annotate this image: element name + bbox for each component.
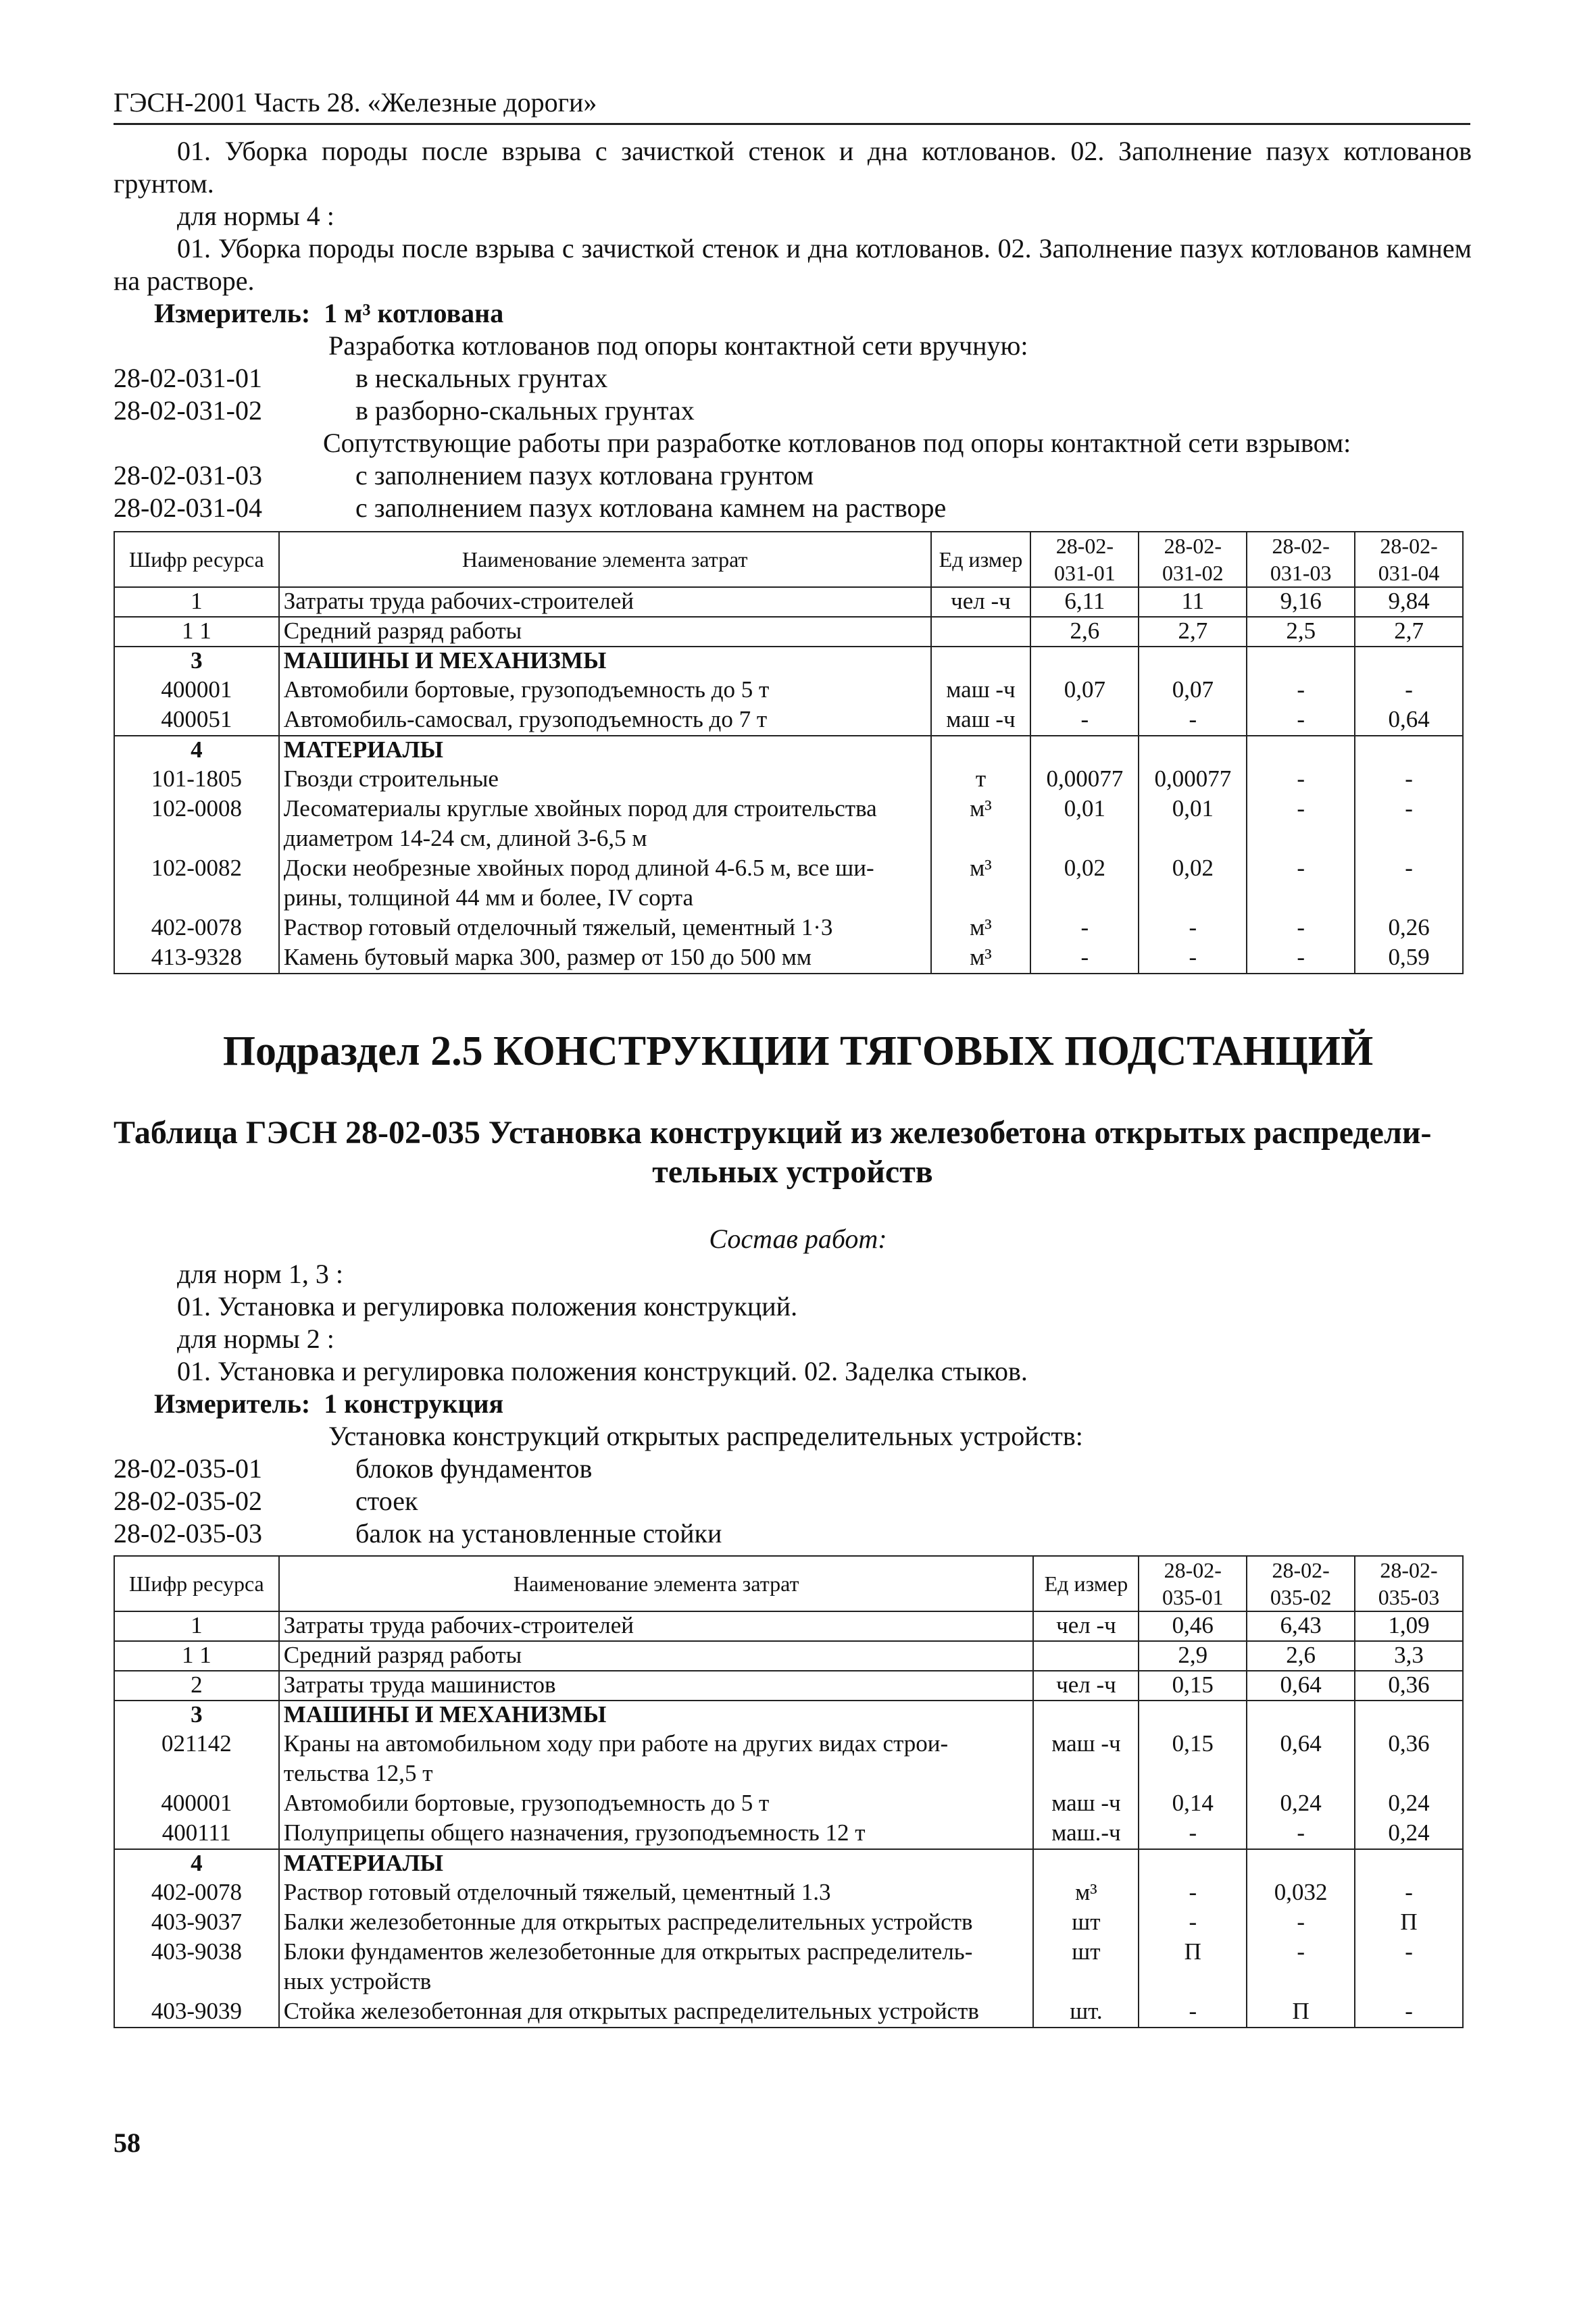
- unit-cell: м³: [931, 795, 1031, 825]
- table-row: [114, 1790, 1463, 1819]
- value-cell: П: [1355, 1909, 1463, 1938]
- resource-code: 4: [114, 736, 279, 765]
- resource-code: 403-9037: [114, 1909, 279, 1938]
- resource-name: Балки железобетонные для открытых распределительных устройств: [279, 1909, 1034, 1938]
- value-cell: [1139, 884, 1247, 914]
- page-number: 58: [114, 2128, 141, 2158]
- norm-group-title: Установка конструкций открытых распределительных устройств:: [328, 1421, 1083, 1451]
- resource-code: 1: [114, 587, 279, 617]
- resource-name: Автомобили бортовые, грузоподъемность до 5 т: [279, 676, 931, 706]
- value-cell: 2,5: [1247, 617, 1355, 647]
- header-line: 28-02-: [1164, 1558, 1222, 1582]
- measure-label: Измеритель:: [154, 298, 311, 328]
- unit-cell: шт: [1033, 1938, 1139, 1968]
- value-cell: 2,9: [1139, 1641, 1247, 1671]
- table-row: [114, 1701, 1463, 1730]
- header-line: 28-02-: [1272, 534, 1330, 558]
- table-title-line: тельных устройств: [652, 1154, 933, 1190]
- table-row: [114, 617, 1463, 647]
- table-row: [114, 676, 1463, 706]
- value-cell: 9,84: [1355, 587, 1463, 617]
- norm-code: 28-02-031-01: [114, 363, 262, 393]
- norm-text: балок на установленные стойки: [355, 1518, 722, 1549]
- resource-code: [114, 825, 279, 855]
- value-cell: [1139, 1760, 1247, 1790]
- value-cell: 0,032: [1247, 1879, 1355, 1909]
- unit-cell: шт: [1033, 1909, 1139, 1938]
- column-header: [1355, 532, 1463, 587]
- work-step-text: 01. Установка и регулировка положения конструкций. 02. Заделка стыков.: [177, 1356, 1028, 1386]
- table-title: [114, 1113, 1472, 1192]
- value-cell: 0,24: [1247, 1790, 1355, 1819]
- resource-name: МАТЕРИАЛЫ: [279, 1849, 1034, 1879]
- column-header: Шифр ресурса: [114, 1556, 279, 1611]
- resource-code: 101-1805: [114, 765, 279, 795]
- value-cell: -: [1247, 706, 1355, 736]
- table-row: [114, 1849, 1463, 1879]
- value-cell: 0,24: [1355, 1819, 1463, 1849]
- resource-code: [114, 1968, 279, 1998]
- column-header: [1030, 532, 1139, 587]
- header-line: 031-01: [1054, 561, 1116, 585]
- resource-name: ных устройств: [279, 1968, 1034, 1998]
- value-cell: [1247, 884, 1355, 914]
- resource-code: 403-9039: [114, 1998, 279, 2028]
- unit-cell: м³: [1033, 1879, 1139, 1909]
- value-cell: -: [1355, 795, 1463, 825]
- table-row: [114, 1819, 1463, 1849]
- resource-code: 3: [114, 1701, 279, 1730]
- resource-name: Гвозди строительные: [279, 765, 931, 795]
- value-cell: -: [1355, 1998, 1463, 2028]
- unit-cell: чел -ч: [1033, 1671, 1139, 1701]
- page-header: ГЭСН-2001 Часть 28. «Железные дороги»: [114, 86, 1470, 125]
- unit-cell: [1033, 1701, 1139, 1730]
- value-cell: [1030, 647, 1139, 676]
- value-cell: [1247, 1760, 1355, 1790]
- value-cell: -: [1247, 1909, 1355, 1938]
- resource-name: рины, толщиной 44 мм и более, IV сорта: [279, 884, 931, 914]
- measure-line: [154, 297, 503, 330]
- value-cell: 0,15: [1139, 1730, 1247, 1760]
- table-row: [114, 1879, 1463, 1909]
- table-row: [114, 1611, 1463, 1641]
- table-row: [114, 1641, 1463, 1671]
- resource-name: Лесоматериалы круглые хвойных пород для строительства: [279, 795, 931, 825]
- norm-code: 28-02-035-02: [114, 1486, 262, 1516]
- column-header: Ед измер: [1033, 1556, 1139, 1611]
- table-row: [114, 1909, 1463, 1938]
- value-cell: -: [1355, 1938, 1463, 1968]
- table-row: [114, 736, 1463, 765]
- norm-text: стоек: [355, 1486, 418, 1516]
- header-line: 28-02-: [1055, 534, 1114, 558]
- table-row: [114, 1760, 1463, 1790]
- table-row: [114, 765, 1463, 795]
- unit-cell: чел -ч: [931, 587, 1031, 617]
- value-cell: [1139, 1849, 1247, 1879]
- value-cell: -: [1247, 944, 1355, 974]
- value-cell: 0,07: [1139, 676, 1247, 706]
- header-line: 28-02-: [1380, 1558, 1438, 1582]
- unit-cell: т: [931, 765, 1031, 795]
- resource-code: 1 1: [114, 617, 279, 647]
- resource-name: Раствор готовый отделочный тяжелый, цементный 1·3: [279, 914, 931, 944]
- measure-value: 1 конструкция: [324, 1388, 504, 1419]
- value-cell: [1355, 884, 1463, 914]
- value-cell: [1139, 736, 1247, 765]
- value-cell: -: [1030, 706, 1139, 736]
- value-cell: -: [1355, 855, 1463, 884]
- value-cell: [1139, 1968, 1247, 1998]
- value-cell: -: [1355, 676, 1463, 706]
- value-cell: -: [1030, 944, 1139, 974]
- header-line: 28-02-: [1380, 534, 1438, 558]
- value-cell: [1355, 647, 1463, 676]
- value-cell: -: [1139, 944, 1247, 974]
- resource-code: 3: [114, 647, 279, 676]
- unit-cell: [931, 617, 1031, 647]
- table-row: [114, 914, 1463, 944]
- unit-cell: [931, 647, 1031, 676]
- value-cell: [1355, 1849, 1463, 1879]
- table-row: [114, 587, 1463, 617]
- work-step-text: 01. Установка и регулировка положения конструкций.: [177, 1291, 798, 1322]
- measure-value: 1 м³ котлована: [324, 298, 504, 328]
- value-cell: [1355, 1968, 1463, 1998]
- value-cell: -: [1247, 1819, 1355, 1849]
- resource-table-031: [114, 531, 1464, 974]
- resource-name: Раствор готовый отделочный тяжелый, цементный 1.3: [279, 1879, 1034, 1909]
- column-header: [1139, 532, 1247, 587]
- header-line: 031-04: [1378, 561, 1440, 585]
- header-line: 28-02-: [1164, 534, 1222, 558]
- unit-cell: [931, 825, 1031, 855]
- value-cell: -: [1139, 914, 1247, 944]
- resource-code: 413-9328: [114, 944, 279, 974]
- resource-name: МАТЕРИАЛЫ: [279, 736, 931, 765]
- column-header: [1247, 1556, 1355, 1611]
- resource-name: Затраты труда рабочих-строителей: [279, 1611, 1034, 1641]
- value-cell: П: [1139, 1938, 1247, 1968]
- value-cell: 0,02: [1030, 855, 1139, 884]
- value-cell: 3,3: [1355, 1641, 1463, 1671]
- value-cell: П: [1247, 1998, 1355, 2028]
- value-cell: [1030, 884, 1139, 914]
- value-cell: [1247, 1849, 1355, 1879]
- unit-cell: маш -ч: [1033, 1790, 1139, 1819]
- value-cell: 11: [1139, 587, 1247, 617]
- norms-list: [114, 330, 1472, 524]
- unit-cell: маш.-ч: [1033, 1819, 1139, 1849]
- resource-name: Средний разряд работы: [279, 617, 931, 647]
- norm-label: для нормы 2 :: [177, 1324, 334, 1354]
- column-header: [1355, 1556, 1463, 1611]
- norm-text: в разборно-скальных грунтах: [355, 395, 695, 426]
- value-cell: -: [1139, 1998, 1247, 2028]
- resource-name: Затраты труда рабочих-строителей: [279, 587, 931, 617]
- norm-label: для норм 1, 3 :: [177, 1259, 343, 1289]
- unit-cell: м³: [931, 944, 1031, 974]
- value-cell: [1355, 736, 1463, 765]
- resource-name: Камень бутовый марка 300, размер от 150 до 500 мм: [279, 944, 931, 974]
- norm-code: 28-02-031-04: [114, 493, 262, 523]
- header-line: 28-02-: [1272, 1558, 1330, 1582]
- resource-code: 402-0078: [114, 1879, 279, 1909]
- value-cell: 0,07: [1030, 676, 1139, 706]
- header-line: 031-02: [1162, 561, 1224, 585]
- value-cell: 0,46: [1139, 1611, 1247, 1641]
- resource-name: Доски необрезные хвойных пород длиной 4-6.5 м, все ши-: [279, 855, 931, 884]
- value-cell: [1247, 1701, 1355, 1730]
- table-row: [114, 884, 1463, 914]
- table-row: [114, 647, 1463, 676]
- norm-text: в нескальных грунтах: [355, 363, 608, 393]
- header-line: 035-03: [1378, 1585, 1440, 1609]
- value-cell: [1355, 1760, 1463, 1790]
- unit-cell: [1033, 1760, 1139, 1790]
- measure-label: Измеритель:: [154, 1388, 311, 1419]
- resource-name: Стойка железобетонная для открытых распределительных устройств: [279, 1998, 1034, 2028]
- unit-cell: м³: [931, 914, 1031, 944]
- resource-code: [114, 1760, 279, 1790]
- work-composition-heading: Состав работ:: [709, 1224, 887, 1254]
- unit-cell: чел -ч: [1033, 1611, 1139, 1641]
- value-cell: -: [1247, 914, 1355, 944]
- table-row: [114, 1998, 1463, 2028]
- value-cell: -: [1247, 1938, 1355, 1968]
- resource-name: Блоки фундаментов железобетонные для открытых распределитель-: [279, 1938, 1034, 1968]
- value-cell: 0,26: [1355, 914, 1463, 944]
- value-cell: [1247, 825, 1355, 855]
- resource-name: Автомобили бортовые, грузоподъемность до 5 т: [279, 1790, 1034, 1819]
- resource-name: МАШИНЫ И МЕХАНИЗМЫ: [279, 647, 931, 676]
- value-cell: 6,11: [1030, 587, 1139, 617]
- norm-group-title: Сопутствующие работы при разработке котлованов под опоры контактной сети взрывом:: [323, 428, 1351, 458]
- resource-name: диаметром 14-24 см, длиной 3-6,5 м: [279, 825, 931, 855]
- unit-cell: м³: [931, 855, 1031, 884]
- resource-name: Средний разряд работы: [279, 1641, 1034, 1671]
- value-cell: -: [1139, 706, 1247, 736]
- norms-list: [114, 1420, 1472, 1550]
- norm-text: с заполнением пазух котлована камнем на растворе: [355, 493, 947, 523]
- resource-code: 400111: [114, 1819, 279, 1849]
- resource-name: Затраты труда машинистов: [279, 1671, 1034, 1701]
- subsection-title: Подраздел 2.5 КОНСТРУКЦИИ ТЯГОВЫХ ПОДСТАНЦИЙ: [222, 1028, 1374, 1074]
- value-cell: [1247, 736, 1355, 765]
- table-row: [114, 795, 1463, 825]
- resource-name: МАШИНЫ И МЕХАНИЗМЫ: [279, 1701, 1034, 1730]
- column-header: Ед измер: [931, 532, 1031, 587]
- value-cell: 0,24: [1355, 1790, 1463, 1819]
- unit-cell: маш -ч: [931, 676, 1031, 706]
- resource-code: 402-0078: [114, 914, 279, 944]
- value-cell: -: [1247, 676, 1355, 706]
- header-line: 031-03: [1270, 561, 1332, 585]
- value-cell: 0,64: [1247, 1730, 1355, 1760]
- value-cell: -: [1355, 765, 1463, 795]
- resource-code: 400001: [114, 1790, 279, 1819]
- value-cell: -: [1139, 1879, 1247, 1909]
- value-cell: 0,64: [1247, 1671, 1355, 1701]
- value-cell: -: [1355, 1879, 1463, 1909]
- norm-label: для нормы 4 :: [177, 201, 334, 231]
- header-line: 035-01: [1162, 1585, 1224, 1609]
- value-cell: 0,01: [1139, 795, 1247, 825]
- value-cell: [1247, 647, 1355, 676]
- resource-code: [114, 884, 279, 914]
- table-row: [114, 706, 1463, 736]
- column-header: Шифр ресурса: [114, 532, 279, 587]
- value-cell: -: [1030, 914, 1139, 944]
- unit-cell: шт.: [1033, 1998, 1139, 2028]
- value-cell: 0,02: [1139, 855, 1247, 884]
- norm-code: 28-02-031-03: [114, 460, 262, 491]
- value-cell: [1030, 825, 1139, 855]
- measure-line: [154, 1388, 503, 1420]
- unit-cell: [1033, 1641, 1139, 1671]
- value-cell: [1355, 825, 1463, 855]
- table-row: [114, 825, 1463, 855]
- table-row: [114, 1938, 1463, 1968]
- value-cell: -: [1139, 1909, 1247, 1938]
- resource-name: Полуприцепы общего назначения, грузоподъемность 12 т: [279, 1819, 1034, 1849]
- column-header: [1247, 532, 1355, 587]
- resource-code: 2: [114, 1671, 279, 1701]
- value-cell: 1,09: [1355, 1611, 1463, 1641]
- table-row: [114, 855, 1463, 884]
- unit-cell: [1033, 1968, 1139, 1998]
- unit-cell: [931, 884, 1031, 914]
- column-header: [1139, 1556, 1247, 1611]
- value-cell: -: [1247, 765, 1355, 795]
- value-cell: 2,7: [1139, 617, 1247, 647]
- resource-code: 1: [114, 1611, 279, 1641]
- norm-text: с заполнением пазух котлована грунтом: [355, 460, 814, 491]
- unit-cell: [931, 736, 1031, 765]
- value-cell: [1139, 1701, 1247, 1730]
- norm-code: 28-02-031-02: [114, 395, 262, 426]
- value-cell: 0,64: [1355, 706, 1463, 736]
- value-cell: 2,6: [1247, 1641, 1355, 1671]
- resource-code: 102-0082: [114, 855, 279, 884]
- value-cell: 6,43: [1247, 1611, 1355, 1641]
- value-cell: 0,01: [1030, 795, 1139, 825]
- value-cell: [1247, 1968, 1355, 1998]
- table-row: [114, 944, 1463, 974]
- resource-name: Автомобиль-самосвал, грузоподъемность до 7 т: [279, 706, 931, 736]
- value-cell: 0,59: [1355, 944, 1463, 974]
- norm-group-title: Разработка котлованов под опоры контактной сети вручную:: [328, 330, 1028, 361]
- norm-code: 28-02-035-01: [114, 1453, 262, 1484]
- value-cell: -: [1247, 855, 1355, 884]
- unit-cell: [1033, 1849, 1139, 1879]
- column-header: Наименование элемента затрат: [279, 1556, 1034, 1611]
- table-row: [114, 1730, 1463, 1760]
- value-cell: 0,36: [1355, 1730, 1463, 1760]
- value-cell: 0,14: [1139, 1790, 1247, 1819]
- norm-text: блоков фундаментов: [355, 1453, 593, 1484]
- value-cell: 0,00077: [1030, 765, 1139, 795]
- value-cell: 2,6: [1030, 617, 1139, 647]
- resource-code: 021142: [114, 1730, 279, 1760]
- work-step-text: 01. Уборка породы после взрыва с зачисткой стенок и дна котлованов. 02. Заполнение пазух котлованов камнем на растворе.: [114, 233, 1472, 296]
- value-cell: -: [1247, 795, 1355, 825]
- value-cell: [1139, 825, 1247, 855]
- value-cell: [1139, 647, 1247, 676]
- value-cell: [1355, 1701, 1463, 1730]
- table-row: [114, 1671, 1463, 1701]
- unit-cell: маш -ч: [931, 706, 1031, 736]
- resource-code: 1 1: [114, 1641, 279, 1671]
- table-row: [114, 1968, 1463, 1998]
- resource-code: 400001: [114, 676, 279, 706]
- table-title-line: Таблица ГЭСН 28-02-035 Установка конструкций из железобетона открытых распредели-: [114, 1115, 1432, 1151]
- norm-code: 28-02-035-03: [114, 1518, 262, 1549]
- value-cell: 0,15: [1139, 1671, 1247, 1701]
- column-header: Наименование элемента затрат: [279, 532, 931, 587]
- value-cell: -: [1139, 1819, 1247, 1849]
- resource-code: 4: [114, 1849, 279, 1879]
- resource-name: тельства 12,5 т: [279, 1760, 1034, 1790]
- resource-code: 403-9038: [114, 1938, 279, 1968]
- value-cell: 0,36: [1355, 1671, 1463, 1701]
- resource-code: 400051: [114, 706, 279, 736]
- value-cell: 0,00077: [1139, 765, 1247, 795]
- value-cell: 9,16: [1247, 587, 1355, 617]
- value-cell: [1030, 736, 1139, 765]
- resource-name: Краны на автомобильном ходу при работе на других видах строи-: [279, 1730, 1034, 1760]
- resource-code: 102-0008: [114, 795, 279, 825]
- work-step-text: 01. Уборка породы после взрыва с зачисткой стенок и дна котлованов. 02. Заполнение пазух котлованов грунтом.: [114, 136, 1472, 199]
- header-line: 035-02: [1270, 1585, 1332, 1609]
- resource-table-035: [114, 1555, 1464, 2028]
- value-cell: 2,7: [1355, 617, 1463, 647]
- unit-cell: маш -ч: [1033, 1730, 1139, 1760]
